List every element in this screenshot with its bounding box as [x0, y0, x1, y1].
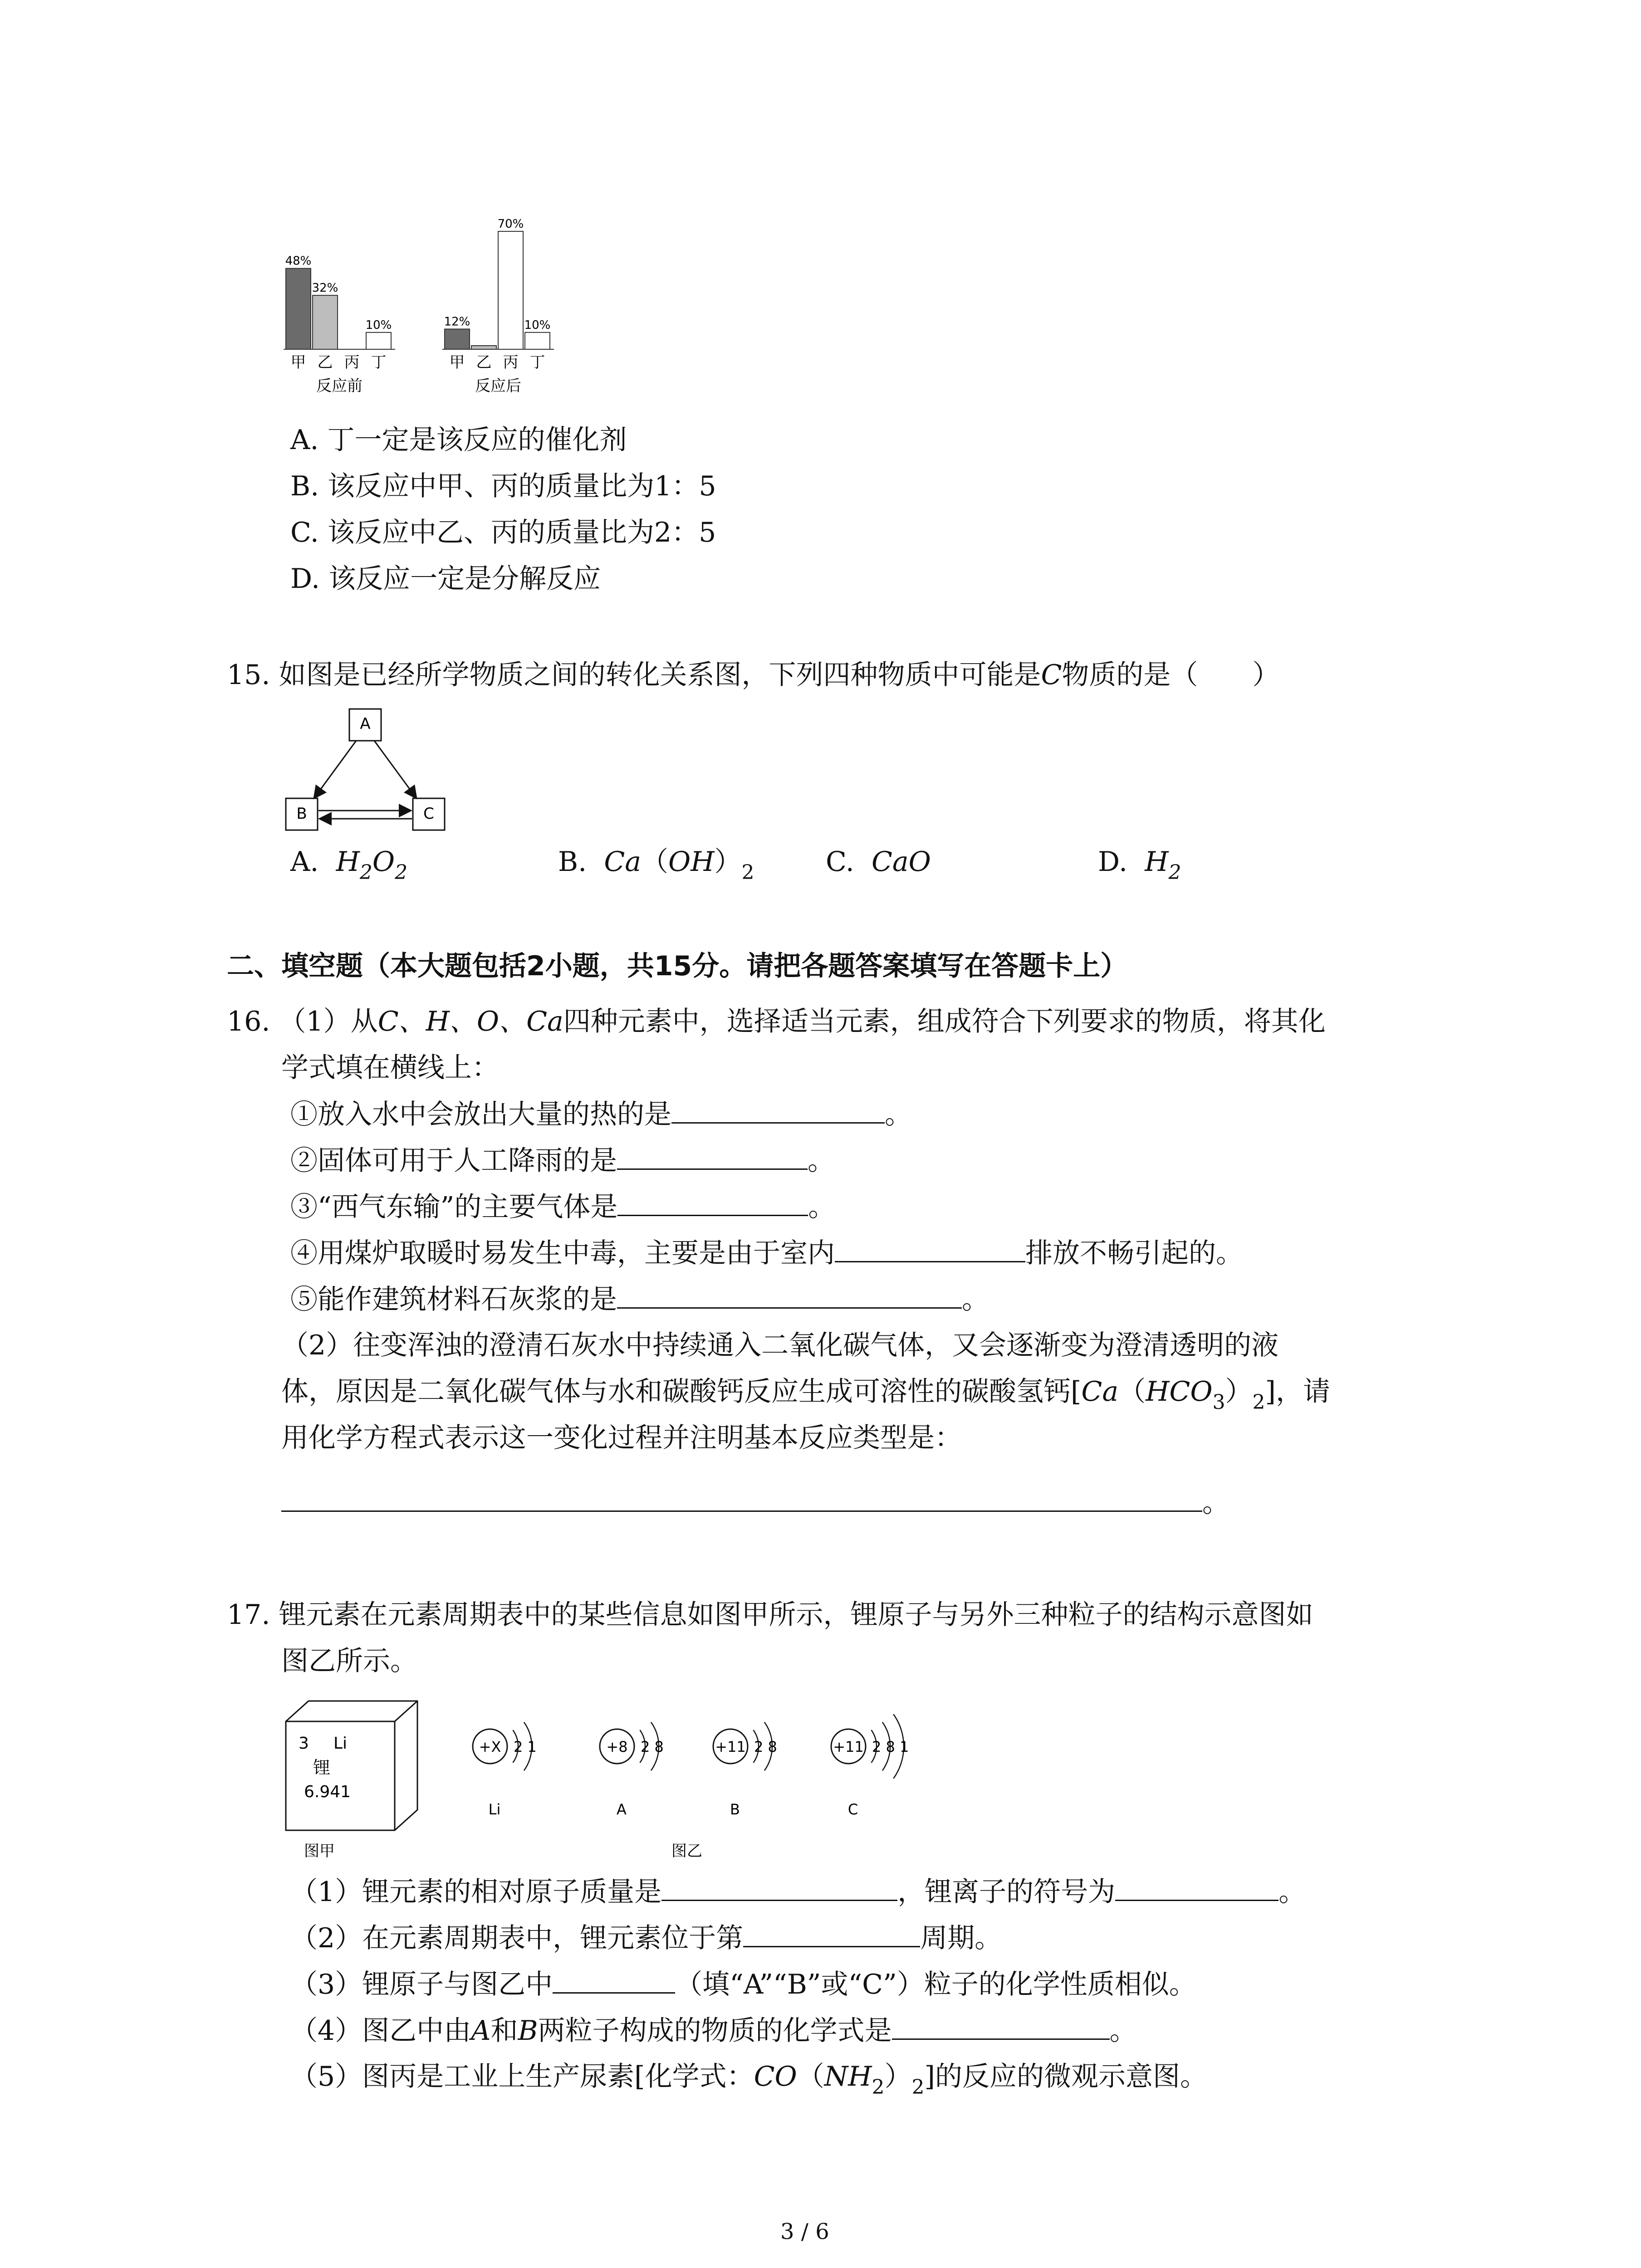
category-label-0-1: 乙 [317, 353, 333, 371]
cell-atomic-number: 3 [299, 1734, 309, 1753]
cell-name: 锂 [313, 1758, 331, 1778]
category-label-0-0: 甲 [290, 353, 306, 371]
q16-item2-text: ②固体可用于人工降雨的是 [290, 1145, 617, 1177]
q17-sub2-text-a: （2）在元素周期表中，锂元素位于第 [290, 1922, 744, 1954]
q16-item4-blank[interactable] [835, 1235, 1025, 1262]
element-cell-figure [281, 1696, 431, 1860]
page-number: 3 / 6 [780, 2219, 829, 2244]
q14-option-c[interactable]: C. 该反应中乙、丙的质量比为2：5 [290, 517, 716, 548]
nucleus-charge-0: +X [479, 1738, 501, 1755]
q17-sub1-text-a: （1）锂元素的相对原子质量是 [290, 1876, 662, 1908]
q15-stem-text: 15. 如图是已经所学物质之间的转化关系图，下列四种物质中可能是 [227, 659, 1041, 691]
atom-label-2: B [730, 1801, 740, 1818]
q16-part2-line1: （2）往变浑浊的澄清石灰水中持续通入二氧化碳气体，又会逐渐变为澄清透明的液 [281, 1330, 1279, 1361]
q17-sub2-blank[interactable] [743, 1920, 920, 1947]
atom-label-0: Li [488, 1801, 501, 1818]
shell-electrons-2: 2 8 [754, 1738, 777, 1755]
q17-sub2-text-b: 周期。 [920, 1922, 1002, 1954]
q16-item5-blank[interactable] [617, 1281, 962, 1309]
q17-sub3-text-b: （填“A”“B”或“C”）粒子的化学性质相似。 [675, 1969, 1196, 2000]
conversion-diagram [281, 705, 454, 841]
q16-part2-line2-text: 体，原因是二氧化碳气体与水和碳酸钙反应生成可溶性的碳酸氢钙[ [281, 1376, 1082, 1408]
q15-option-d-label: D. [1098, 846, 1128, 878]
cell-mass: 6.941 [304, 1783, 351, 1801]
q15-option-c[interactable] [826, 844, 931, 880]
q16-item1: ①放入水中会放出大量的热的是 。 [290, 1096, 912, 1133]
q17-sub5: （5）图丙是工业上生产尿素[化学式：$CO(NH_2)_2$]的反应的微观示意图。 [290, 2061, 1207, 2099]
arrow-a-to-b [314, 741, 356, 798]
x-axis-label-0: 反应前 [316, 377, 362, 395]
q16-item2: ②固体可用于人工降雨的是 。 [290, 1142, 835, 1179]
cell-symbol: Li [333, 1734, 348, 1753]
atom-label-3: C [847, 1801, 858, 1818]
category-label-1-1: 乙 [476, 353, 492, 371]
q16-item3-text: ③“西气东输”的主要气体是 [290, 1191, 618, 1223]
q16-item5: ⑤能作建筑材料石灰浆的是 。 [290, 1281, 989, 1318]
nucleus-charge-2: +11 [715, 1738, 746, 1755]
q15-option-a-label: A. [290, 846, 319, 878]
q15-stem-c: C [1041, 659, 1062, 691]
q17-sub3 [290, 1966, 1196, 2003]
q17-stem-line1: 17. 锂元素在元素周期表中的某些信息如图甲所示，锂原子与另外三种粒子的结构示意图如 [227, 1599, 1313, 1631]
q17-sub1-blank-ion[interactable] [1115, 1873, 1279, 1901]
q16-item2-blank[interactable] [617, 1142, 808, 1170]
chart-before-reaction [284, 254, 395, 395]
bar-0-3 [366, 332, 391, 349]
q17-stem-line2: 图乙所示。 [281, 1645, 417, 1677]
fig-jia-label: 图甲 [304, 1842, 335, 1860]
diagram-label-a: A [360, 715, 371, 733]
q15-option-c-label: C. [826, 846, 854, 878]
q16-number: 16. [227, 1006, 270, 1037]
q16-part2-line2-end: ，请 [1275, 1376, 1330, 1408]
bar-1-1 [471, 346, 496, 349]
chart-after-reaction [442, 217, 554, 395]
q17-sub3-text-a: （3）锂原子与图乙中 [290, 1969, 553, 2000]
q17-sub1-text-b: ，锂离子的符号为 [897, 1876, 1116, 1908]
bar-label-1-2: 70% [497, 217, 524, 231]
category-label-0-3: 丁 [371, 353, 387, 371]
q16-item1-blank[interactable] [671, 1096, 885, 1124]
atom-diagrams [473, 1714, 909, 1818]
q16-item4-text-a: ④用煤炉取暖时易发生中毒，主要是由于室内 [290, 1237, 835, 1269]
q17-sub2 [290, 1920, 1002, 1956]
q16-item1-text: ①放入水中会放出大量的热的是 [290, 1099, 671, 1130]
q15-stem [227, 657, 1279, 693]
q17-sub4: （4）图乙中由A和B两粒子构成的物质的化学式是 。 [290, 2012, 1137, 2049]
fig-yi-label: 图乙 [671, 1842, 702, 1860]
x-axis-label-1: 反应后 [475, 377, 521, 395]
bar-label-0-0: 48% [285, 254, 312, 268]
q16-p1-pre: （1）从 [279, 1006, 378, 1037]
bar-label-1-3: 10% [524, 318, 551, 332]
shell-electrons-1: 2 8 [641, 1738, 664, 1755]
bar-label-0-1: 32% [312, 281, 338, 295]
q16-p1-post: 四种元素中，选择适当元素，组成符合下列要求的物质，将其化 [563, 1006, 1326, 1037]
bar-charts [272, 213, 599, 422]
q16-part1-line1 [227, 1003, 1326, 1040]
q15-option-a[interactable]: A. $H_2O_2$ [290, 846, 408, 884]
section2-heading: 二、填空题（本大题包括2小题，共15分。请把各题答案填写在答题卡上） [227, 950, 1128, 982]
q17-sub3-blank[interactable] [553, 1966, 675, 1994]
q16-equation-blank[interactable] [281, 1484, 1202, 1512]
shell-electrons-0: 2 1 [514, 1738, 537, 1755]
bar-label-0-3: 10% [365, 318, 392, 332]
q15-option-b[interactable]: B. $Ca(OH)_2$ [558, 846, 754, 884]
q17-sub4-blank[interactable] [892, 2012, 1110, 2040]
category-label-1-2: 丙 [503, 353, 519, 371]
category-label-0-2: 丙 [344, 353, 360, 371]
bar-1-0 [445, 329, 470, 349]
q16-item4 [290, 1235, 1243, 1271]
bar-label-1-0: 12% [444, 315, 470, 329]
category-label-1-3: 丁 [529, 353, 545, 371]
category-label-1-0: 甲 [449, 353, 465, 371]
diagram-label-c: C [423, 805, 434, 823]
q14-option-d[interactable]: D. 该反应一定是分解反应 [290, 563, 601, 595]
q15-option-b-label: B. [558, 846, 587, 878]
q17-sub1: （1）锂元素的相对原子质量是 ，锂离子的符号为 。 [290, 1873, 1306, 1910]
q17-sub1-blank-mass[interactable] [661, 1873, 897, 1901]
bar-1-2 [498, 231, 523, 349]
q16-item3-blank[interactable] [617, 1188, 808, 1216]
q16-part1-line2: 学式填在横线上： [281, 1052, 499, 1084]
q15-option-c-value: CaO [872, 846, 931, 878]
q16-item3: ③“西气东输”的主要气体是 。 [290, 1188, 835, 1225]
q16-part2-line3: 用化学方程式表示这一变化过程并注明基本反应类型是： [281, 1422, 962, 1454]
bar-1-3 [525, 332, 550, 349]
q16-item5-text: ⑤能作建筑材料石灰浆的是 [290, 1284, 617, 1315]
arrow-a-to-c [374, 741, 416, 798]
atom-structures-figure [431, 1678, 953, 1869]
q14-option-a[interactable]: A. 丁一定是该反应的催化剂 [290, 424, 627, 456]
nucleus-charge-3: +11 [833, 1738, 864, 1755]
q14-option-b[interactable]: B. 该反应中甲、丙的质量比为1：5 [290, 470, 716, 502]
q16-item4-text-b: 排放不畅引起的。 [1025, 1237, 1243, 1269]
q15-stem-end: 物质的是（ ） [1062, 659, 1280, 691]
q16-p1-elems: C、H、O、Ca [377, 1006, 563, 1037]
shell-electrons-3: 2 8 1 [872, 1738, 909, 1755]
atom-label-1: A [617, 1801, 627, 1818]
q16-equation-line: 。 [281, 1484, 1230, 1521]
bar-0-1 [313, 295, 338, 349]
bar-0-0 [286, 269, 311, 349]
diagram-label-b: B [296, 805, 307, 823]
nucleus-charge-1: +8 [606, 1738, 628, 1755]
q16-part2-line2: 体，原因是二氧化碳气体与水和碳酸钙反应生成可溶性的碳酸氢钙$[Ca(HCO_3)_2]$，请 [281, 1376, 1330, 1414]
q15-option-d[interactable]: D. $H_2$ [1098, 846, 1181, 884]
